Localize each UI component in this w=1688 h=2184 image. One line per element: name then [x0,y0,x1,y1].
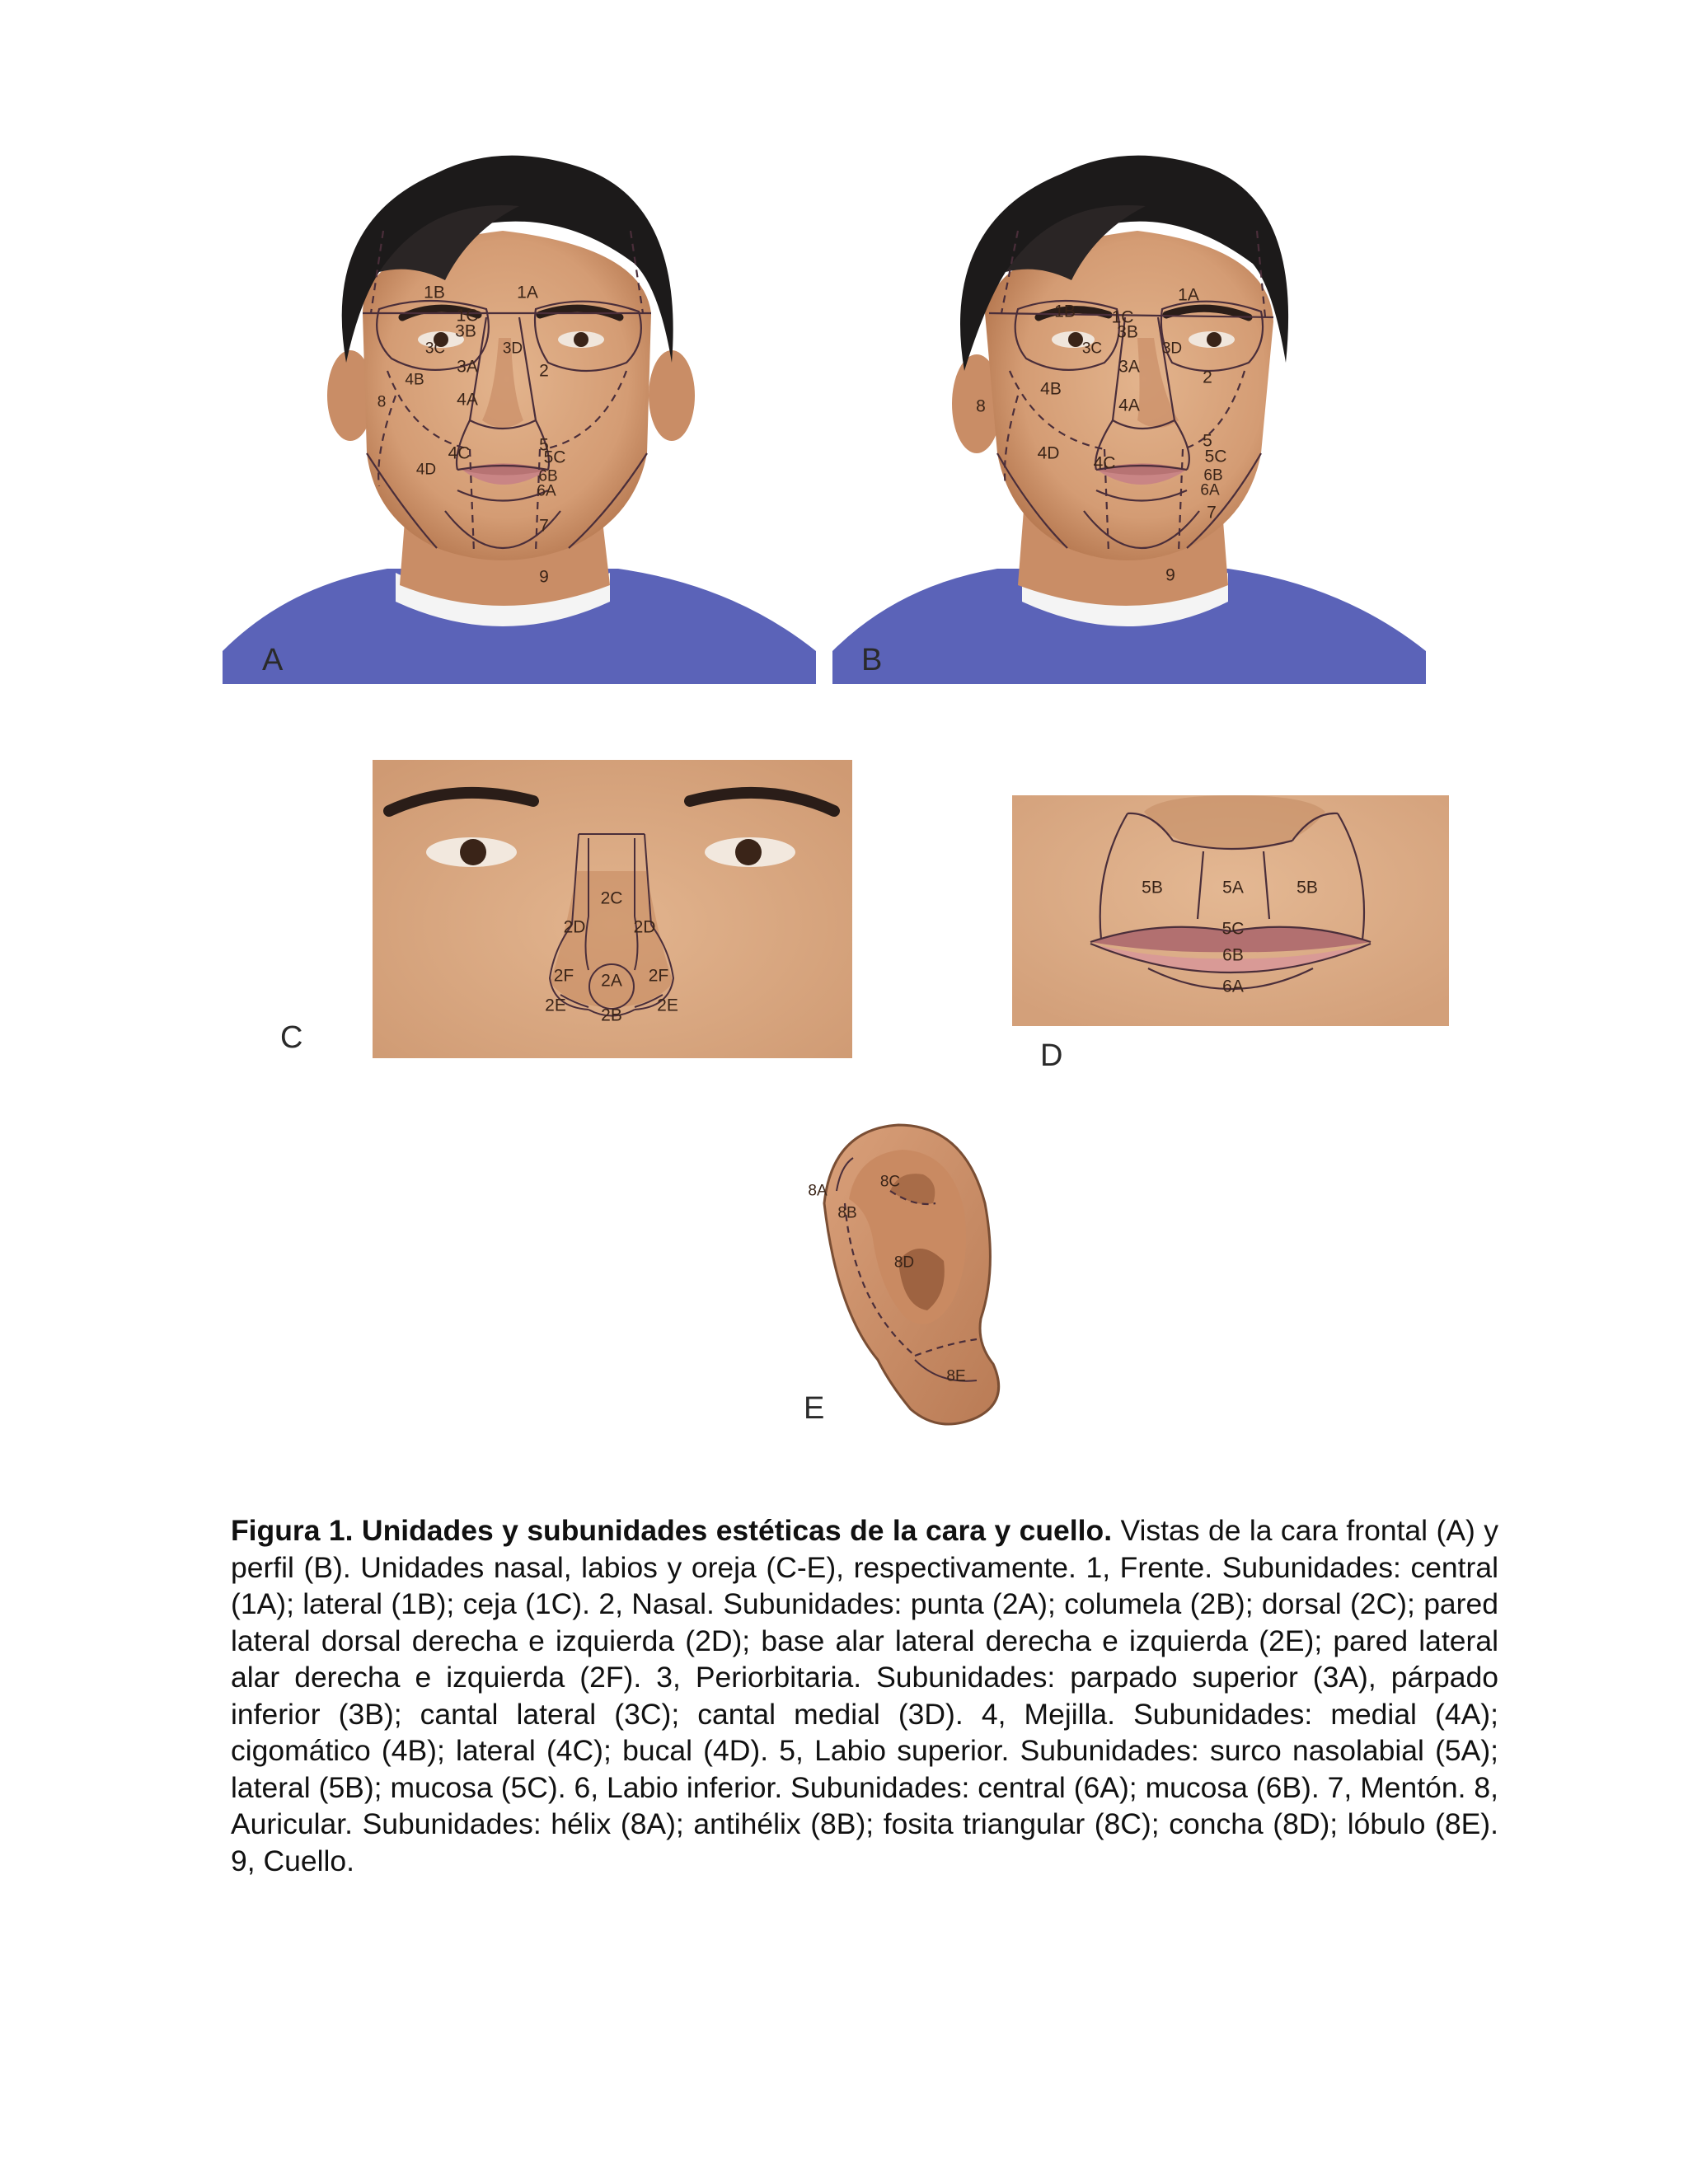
zone-label-6b: 6B [1222,945,1244,965]
zone-label-6a: 6A [1222,977,1244,996]
zone-label-8b: 8B [837,1204,857,1222]
zone-label-1b: 1B [1054,302,1076,321]
zone-label-8d: 8D [893,1254,915,1272]
zone-label-3a: 3A [457,357,478,377]
zone-label-2: 2 [539,361,549,381]
zone-label-4a: 4A [1118,396,1140,415]
zone-label-1a: 1A [1178,285,1199,305]
zone-label-2d-right: 2D [633,917,656,937]
panel-letter-e: E [804,1391,825,1426]
zone-label-5c: 5C [1204,447,1227,466]
panel-c-nasal-unit [373,760,852,1058]
zone-label-4c: 4C [1093,453,1116,473]
panel-a-frontal-face [223,124,816,684]
zone-label-8: 8 [976,396,986,416]
zone-label-3c: 3C [424,340,446,358]
zone-label-4b: 4B [1040,379,1062,399]
zone-label-6a: 6A [1200,481,1220,499]
zone-label-1a: 1A [517,283,538,302]
zone-label-2c: 2C [600,888,623,908]
zone-label-4b: 4B [405,371,424,389]
zone-label-5c: 5C [543,448,566,467]
figure-caption [231,1512,1498,1879]
zone-label-2a: 2A [601,971,622,991]
zone-label-4d: 4D [415,461,437,479]
zone-label-3a: 3A [1118,357,1140,377]
caption-title: Figura 1. Unidades y subunidades estéticas de la cara y cuello. [231,1514,1113,1547]
zone-label-5c: 5C [1221,919,1245,939]
zone-label-8: 8 [377,393,387,411]
zone-label-9: 9 [539,567,549,587]
panel-e-auricular-unit [791,1113,1030,1426]
panel-d-lip-unit [1012,795,1449,1026]
zone-label-2e-right: 2E [657,996,678,1015]
zone-label-1c: 1C [1111,307,1134,327]
zone-label-3c: 3C [1081,340,1103,358]
zone-label-1c: 1C [456,306,479,326]
zone-label-5: 5 [1203,431,1212,451]
panel-letter-b: B [861,643,883,677]
zone-label-8e: 8E [946,1367,966,1385]
zone-label-2b: 2B [601,1005,622,1025]
zone-label-2d-left: 2D [563,917,586,937]
zone-label-2: 2 [1203,368,1212,387]
zone-label-4c: 4C [448,443,471,463]
zone-label-3d: 3D [502,340,523,358]
zone-label-8a: 8A [808,1182,828,1200]
caption-body: Vistas de la cara frontal (A) y perfil (B). Unidades nasal, labios y oreja (C-E), respectivamente. 1, Frente. Subunidades: central (1A); lateral (1B); ceja (1C). 2, Nasal. Subunidades: punta (2A); columela (2B); dorsal (2C); pared lateral dorsal derecha e izquierda (2D); base alar lateral derecha e izquierda (2E); pared lateral alar derecha e izquierda (2F). 3, Periorbitaria. Subunidades: parpado superior (3A), párpado inferior (3B); cantal lateral (3C); cantal medial (3D). 4, Mejilla. Subunidades: medial (4A); cigomático (4B); lateral (4C); bucal (4D). 5, Labio superior. Subunidades: surco nasolabial (5A); lateral (5B); mucosa (5C). 6, Labio inferior. Subunidades: central (6A); mucosa (6B). 7, Mentón. 8, Auricular. Subunidades: hélix (8A); antihélix (8B); fosita triangular (8C); concha (8D); lóbulo (8E). 9, Cuello. [231,1514,1498,1877]
panel-letter-d: D [1040,1038,1063,1073]
zone-label-7: 7 [1207,503,1217,523]
panel-b-oblique-face [832,124,1426,684]
zone-label-5: 5 [539,435,549,455]
zone-label-9: 9 [1165,565,1175,585]
zone-label-6b: 6B [538,467,558,485]
zone-label-8c: 8C [879,1173,901,1191]
zone-label-6a: 6A [537,482,556,500]
zone-label-3b: 3B [1117,322,1138,342]
zone-label-3d: 3D [1161,340,1183,358]
zone-label-4a: 4A [457,390,478,410]
zone-label-5b-right: 5B [1296,878,1318,898]
zone-label-6b: 6B [1203,466,1223,485]
frontal-face-illustration [223,124,816,684]
zone-label-7: 7 [539,516,549,536]
zone-label-4d: 4D [1037,443,1060,463]
zone-label-2f-left: 2F [553,966,574,986]
zone-label-2f-right: 2F [648,966,669,986]
panel-letter-a: A [262,643,284,677]
panel-letter-c: C [280,1020,303,1055]
zone-label-5b-left: 5B [1142,878,1163,898]
zone-label-1b: 1B [424,283,445,302]
zone-label-5a: 5A [1222,878,1244,898]
zone-label-3b: 3B [455,321,476,341]
zone-label-2e-left: 2E [545,996,566,1015]
